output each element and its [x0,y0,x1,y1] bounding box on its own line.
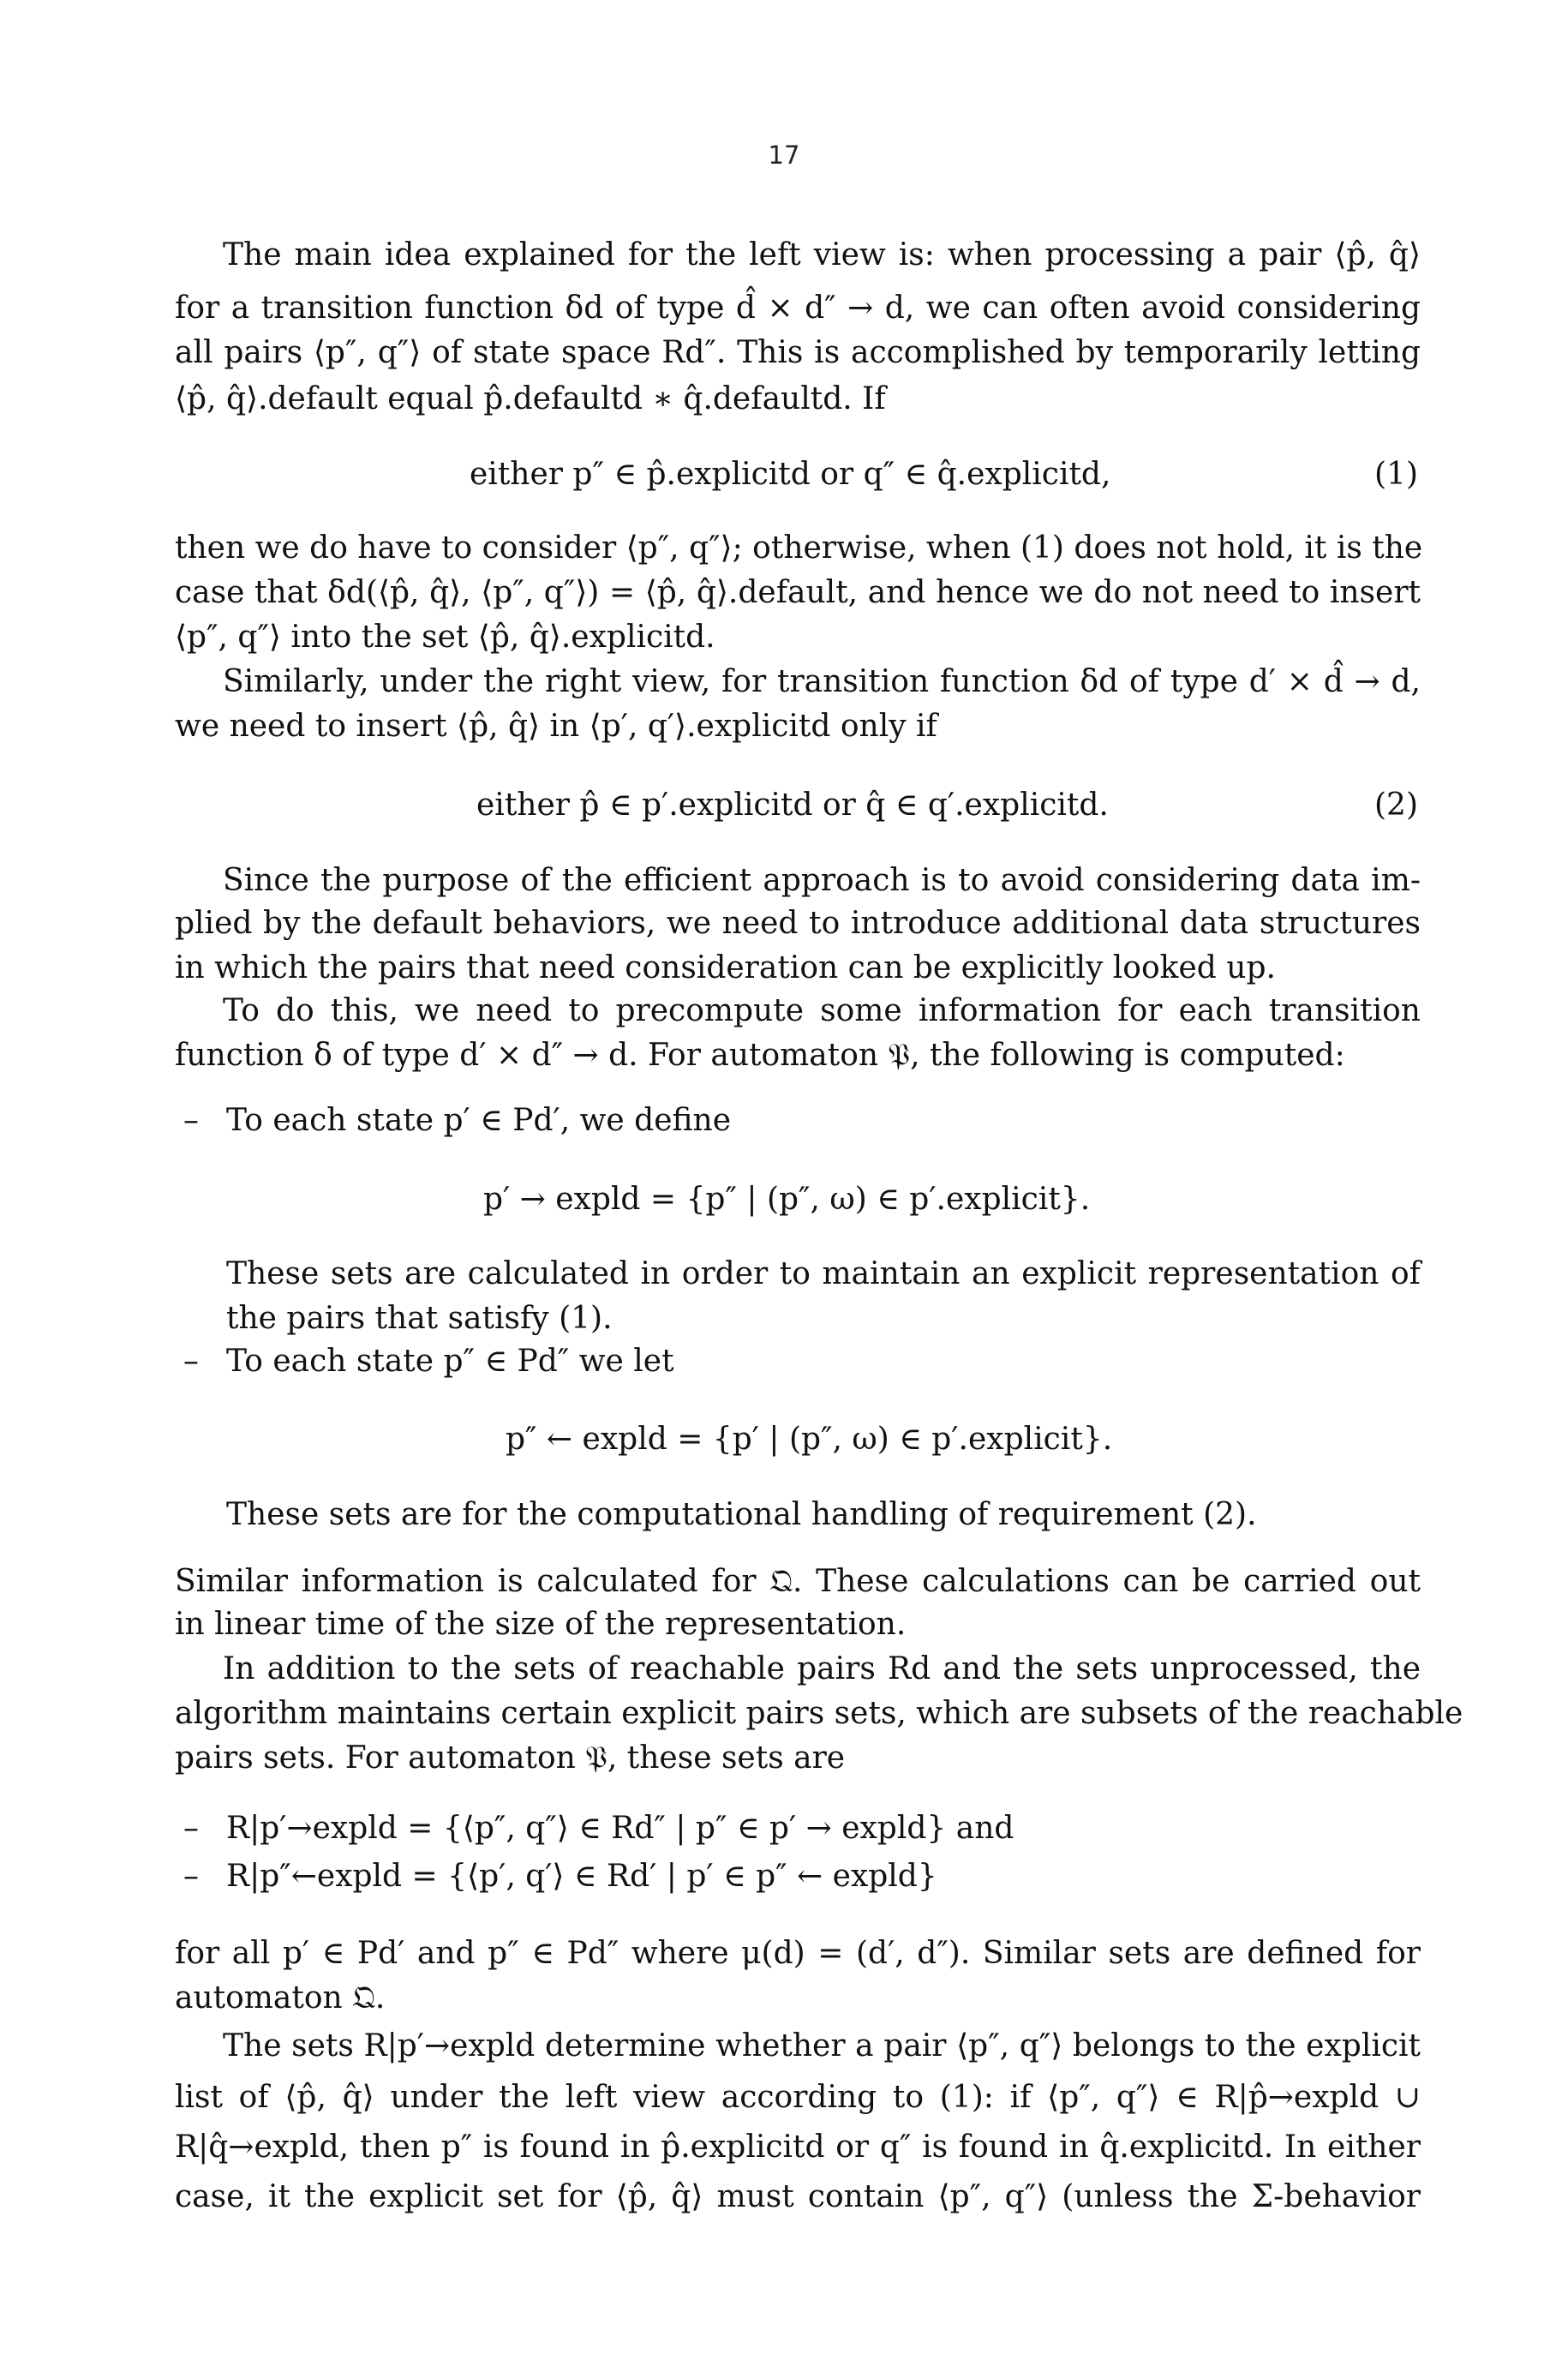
list-dash: – [183,1859,199,1894]
paragraph-line: Since the purpose of the efficient approach is to avoid considering data im- [223,863,1421,898]
paragraph-line: To do this, we need to precompute some information for each transition [223,993,1421,1028]
paragraph-line: R|q̂→expld, then p″ is found in p̂.explicitd or q″ is found in q̂.explicitd. In either [175,2129,1421,2165]
paragraph-line: algorithm maintains certain explicit pairs sets, which are subsets of the reachable [175,1696,1463,1731]
equation: p′ → expld = {p″ | (p″, ω) ∈ p′.explicit}. [483,1182,1091,1217]
list-dash: – [183,1103,199,1138]
paragraph-line: case that δd(⟨p̂, q̂⟩, ⟨p″, q″⟩) = ⟨p̂, q̂⟩.default, and hence we do not need to insert [175,575,1421,610]
list-dash: – [183,1344,199,1379]
paragraph-line: in linear time of the size of the representation. [175,1607,907,1642]
equation: either p̂ ∈ p′.explicitd or q̂ ∈ q′.explicitd. [476,788,1109,823]
list-item-text: To each state p″ ∈ Pd″ we let [226,1344,674,1379]
paragraph-line: automaton 𝔔. [175,1980,386,2016]
list-item-text: To each state p′ ∈ Pd′, we define [226,1103,732,1138]
paragraph-line: for a transition function δd of type d̂ × d″ → d, we can often avoid considering [175,291,1421,326]
paragraph-line: all pairs ⟨p″, q″⟩ of state space Rd″. This is accomplished by temporarily letting [175,335,1421,370]
paragraph-line: then we do have to consider ⟨p″, q″⟩; otherwise, when (1) does not hold, it is the [175,530,1423,566]
paragraph-line: case, it the explicit set for ⟨p̂, q̂⟩ must contain ⟨p″, q″⟩ (unless the Σ-behavior [175,2179,1421,2214]
paragraph-line: ⟨p̂, q̂⟩.default equal p̂.defaultd ∗ q̂.defaultd. If [175,381,886,416]
page-number: 17 [768,141,800,170]
paragraph-line: Similar information is calculated for 𝔔. These calculations can be carried out [175,1564,1421,1599]
paragraph-line: plied by the default behaviors, we need to introduce additional data structures [175,906,1421,941]
paragraph-line: Similarly, under the right view, for transition function δd of type d′ × d̂ → d, [223,664,1421,699]
paragraph-line: These sets are for the computational handling of requirement (2). [226,1497,1257,1532]
paragraph-line: In addition to the sets of reachable pairs Rd and the sets unprocessed, the [223,1651,1421,1686]
paragraph-line: list of ⟨p̂, q̂⟩ under the left view according to (1): if ⟨p″, q″⟩ ∈ R|p̂→expld ∪ [175,2080,1421,2115]
equation-number: (1) [1374,457,1418,492]
equation-number: (2) [1374,788,1418,823]
list-dash: – [183,1811,199,1846]
paragraph-line: The main idea explained for the left view is: when processing a pair ⟨p̂, q̂⟩ [223,237,1421,273]
paragraph-line: ⟨p″, q″⟩ into the set ⟨p̂, q̂⟩.explicitd. [175,620,715,655]
paragraph-line: pairs sets. For automaton 𝔓, these sets are [175,1740,846,1776]
paragraph-line: These sets are calculated in order to maintain an explicit representation of [226,1256,1421,1291]
paragraph-line: for all p′ ∈ Pd′ and p″ ∈ Pd″ where μ(d) = (d′, d″). Similar sets are defined for [175,1936,1421,1971]
equation: either p″ ∈ p̂.explicitd or q″ ∈ q̂.explicitd, [470,457,1111,492]
set-definition: R|p′→expld = {⟨p″, q″⟩ ∈ Rd″ | p″ ∈ p′ → expld} and [226,1811,1014,1846]
set-definition: R|p″←expld = {⟨p′, q′⟩ ∈ Rd′ | p′ ∈ p″ ← expld} [226,1859,937,1894]
paragraph-line: The sets R|p′→expld determine whether a pair ⟨p″, q″⟩ belongs to the explicit [223,2028,1421,2064]
paragraph-line: the pairs that satisfy (1). [226,1301,613,1336]
equation: p″ ← expld = {p′ | (p″, ω) ∈ p′.explicit}. [506,1422,1113,1457]
paragraph-line: function δ of type d′ × d″ → d. For automaton 𝔓, the following is computed: [175,1038,1345,1073]
paragraph-line: in which the pairs that need consideration can be explicitly looked up. [175,950,1276,985]
paragraph-line: we need to insert ⟨p̂, q̂⟩ in ⟨p′, q′⟩.explicitd only if [175,709,937,744]
